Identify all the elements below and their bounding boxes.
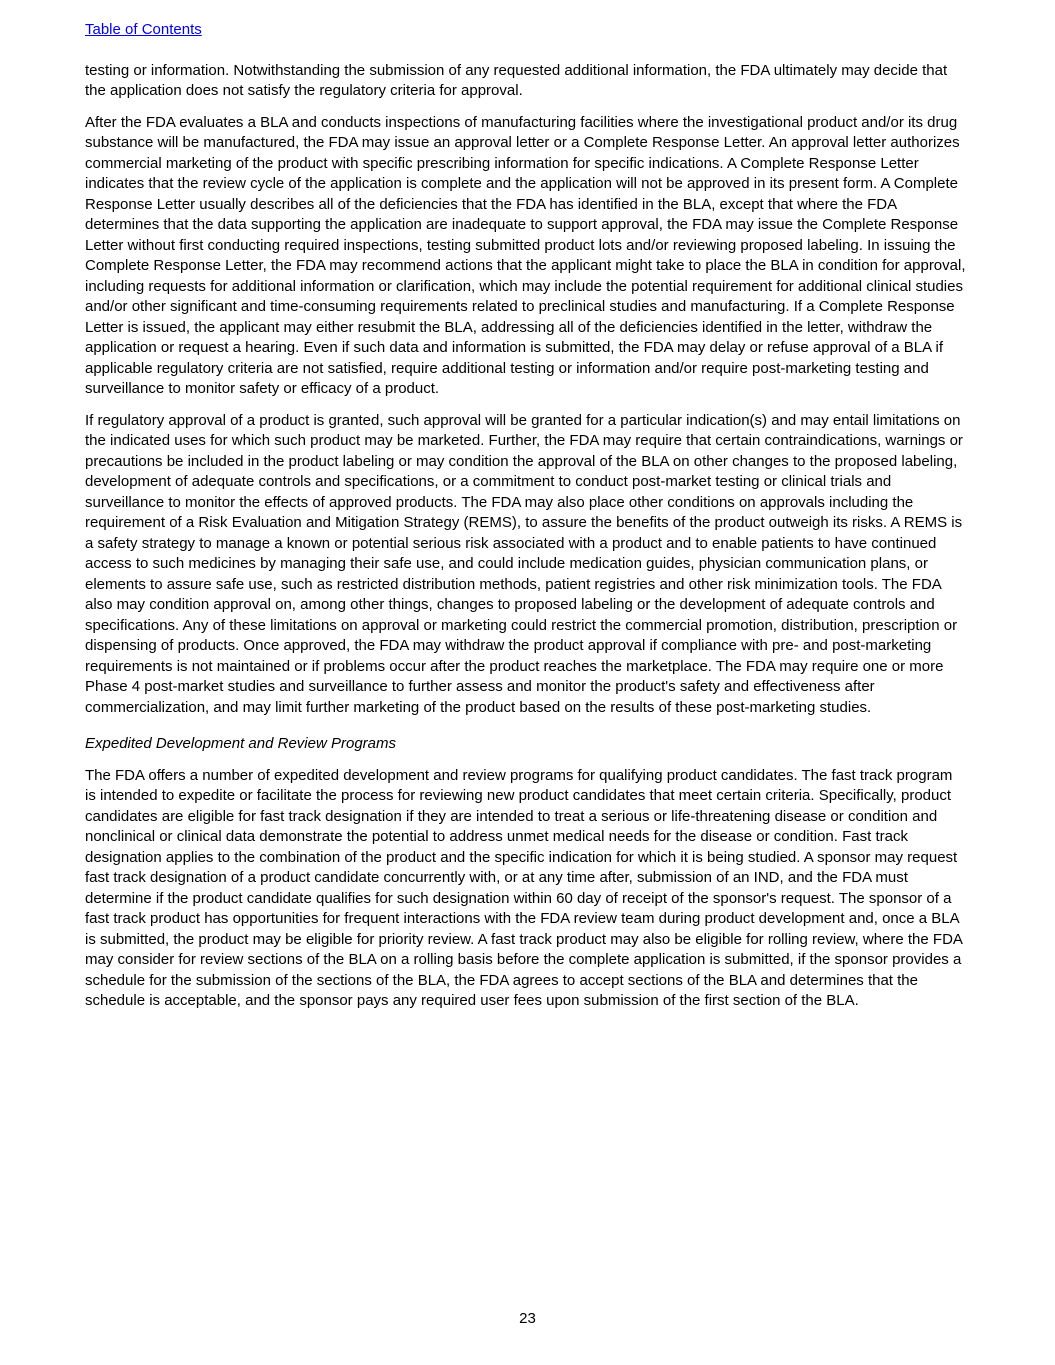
table-of-contents-link[interactable]: Table of Contents: [85, 21, 202, 38]
paragraph-1: testing or information. Notwithstanding the submission of any requested additional information, the FDA ultimately may decide that the application does not satisfy the regulatory criteria for approval.: [85, 61, 948, 99]
paragraph-2: After the FDA evaluates a BLA and conducts inspections of manufacturing facilities where the investigational product and/or its drug substance will be manufactured, the FDA may issue an approval letter or a Complete Response Letter. An approval letter authorizes commercial marketing of the product with specific prescribing information for specific indications. A Complete Response Letter indicates that the review cycle of the application is complete and the application will not be approved in its present form. A Complete Response Letter usually describes all of the deficiencies that the FDA has identified in the BLA, except that where the FDA determines that the data supporting the application are inadequate to support approval, the FDA may issue the Complete Response Letter without first conducting required inspections, testing submitted product lots and/or reviewing proposed labeling. In issuing the Complete Response Letter, the FDA may recommend actions that the applicant might take to place the BLA in condition for approval, including requests for additional information or clarification, which may include the potential requirement for additional clinical studies and/or other significant and time-consuming requirements related to preclinical studies and manufacturing. If a Complete Response Letter is issued, the applicant may either resubmit the BLA, addressing all of the deficiencies identified in the letter, withdraw the application or request a hearing. Even if such data and information is submitted, the FDA may delay or refuse approval of a BLA if applicable regulatory criteria are not satisfied, require additional testing or information and/or require post-marketing testing and surveillance to monitor safety or efficacy of a product.: [85, 113, 966, 397]
paragraph-4: The FDA offers a number of expedited development and review programs for qualifying product candidates. The fast track program is intended to expedite or facilitate the process for reviewing new product candidates that meet certain criteria. Specifically, product candidates are eligible for fast track designation if they are intended to treat a serious or life-threatening disease or condition and nonclinical or clinical data demonstrate the potential to address unmet medical needs for the disease or condition. Fast track designation applies to the combination of the product and the specific indication for which it is being studied. A sponsor may request fast track designation of a product candidate concurrently with, or at any time after, submission of an IND, and the FDA must determine if the product candidate qualifies for such designation within 60 day of receipt of the sponsor's request. The sponsor of a fast track product has opportunities for frequent interactions with the FDA review team during product development and, once a BLA is submitted, the product may be eligible for priority review. A fast track product may also be eligible for rolling review, where the FDA may consider for review sections of the BLA on a rolling basis before the complete application is submitted, if the sponsor provides a schedule for the submission of the sections of the BLA, the FDA agrees to accept sections of the BLA and determines that the schedule is acceptable, and the sponsor pays any required user fees upon submission of the first section of the BLA.: [85, 766, 963, 1009]
paragraph-3: If regulatory approval of a product is granted, such approval will be granted for a particular indication(s) and may entail limitations on the indicated uses for which such product may be marketed. Further, the FDA may require that certain contraindications, warnings or precautions be included in the product labeling or may condition the approval of the BLA on other changes to the proposed labeling, development of adequate controls and specifications, or a commitment to conduct post-market testing or clinical trials and surveillance to monitor the effects of approved products. The FDA may also place other conditions on approvals including the requirement of a Risk Evaluation and Mitigation Strategy (REMS), to assure the benefits of the product outweigh its risks. A REMS is a safety strategy to manage a known or potential serious risk associated with a product and to enable patients to have continued access to such medicines by managing their safe use, and could include medication guides, physician communication plans, or elements to assure safe use, such as restricted distribution methods, patient registries and other risk minimization tools. The FDA also may condition approval on, among other things, changes to proposed labeling or the development of adequate controls and specifications. Any of these limitations on approval or marketing could restrict the commercial promotion, distribution, prescription or dispensing of products. Once approved, the FDA may withdraw the product approval if compliance with pre- and post-marketing requirements is not maintained or if problems occur after the product reaches the marketplace. The FDA may require one or more Phase 4 post-market studies and surveillance to further assess and monitor the product's safety and effectiveness after commercialization, and may limit further marketing of the product based on the results of these post-marketing studies.: [85, 411, 963, 716]
section-heading-expedited-programs: Expedited Development and Review Programs: [85, 735, 396, 752]
page-number: 23: [519, 1309, 536, 1327]
